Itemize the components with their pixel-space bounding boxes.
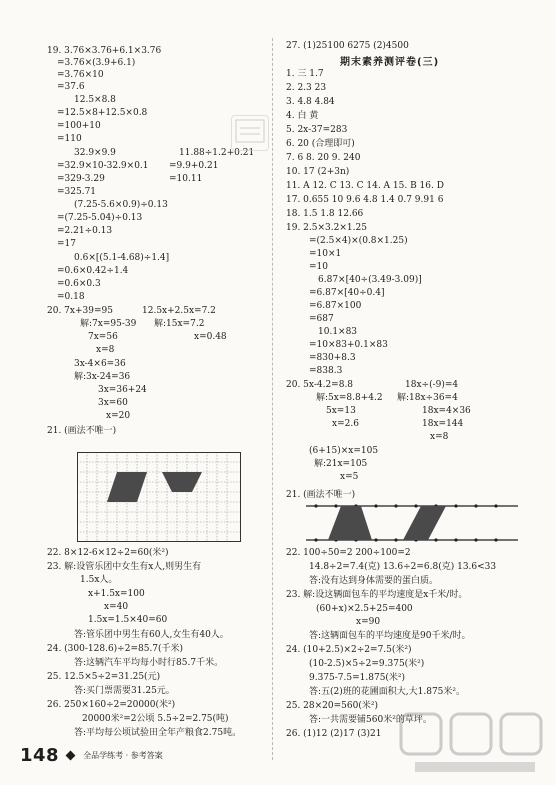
answer-line: 19. 3.76×3.76+6.1×3.76 (47, 46, 162, 56)
parallelogram-shape (107, 472, 147, 502)
answer-line: 19. 2.5×3.2×1.25 (286, 223, 367, 233)
section-title: 期末素养测评卷(三) (340, 57, 440, 68)
answer-line: =100+10 (57, 121, 101, 131)
answer-line: =37.6 (57, 82, 85, 92)
answer-line: =6.87×[40÷0.4] (309, 288, 385, 298)
answer-line: 解:7x=95-39 (80, 319, 137, 329)
answer-line: 1.5x=1.5×40=60 (88, 615, 168, 625)
answer-line: 9.375-7.5=1.875(米²) (309, 673, 406, 683)
trapezoid-shape (162, 472, 202, 492)
answer-line: (60+x)×2.5+25=400 (316, 604, 413, 614)
answer-line: 5x=13 (326, 406, 356, 416)
answer-line: 20. 7x+39=95 (47, 306, 113, 316)
answer-line: x=40 (104, 602, 129, 612)
answer-line: 3x=60 (98, 398, 128, 408)
answer-line: 6.87×[40÷(3.49-3.09)] (318, 275, 422, 285)
answer-line: 21. (画法不唯一) (286, 490, 356, 500)
answer-line: 解:3x-24=36 (74, 372, 131, 382)
answer-line: 2. 2.3 23 (286, 83, 327, 93)
answer-line: =3.76×10 (57, 70, 104, 80)
answer-line: 答:没有达到身体需要的蛋白质。 (309, 576, 439, 586)
answer-line: 答:这辆面包车的平均速度是90千米/时。 (309, 631, 471, 641)
answer-line: 答:管乐团中男生有60人,女生有40人。 (74, 630, 229, 640)
diamond-icon (66, 751, 76, 761)
answer-line: (7.25-5.6×0.9)÷0.13 (74, 200, 168, 210)
answer-line: =32.9×10-32.9×0.1 (57, 161, 149, 171)
answer-line: =3.76×(3.9+6.1) (57, 58, 136, 68)
answer-line: 22. 100÷50=2 200÷100=2 (286, 548, 411, 558)
answer-line: 答:五(2)班的花圃面积大,大1.875米²。 (309, 687, 466, 697)
page-number: 148 (20, 745, 60, 766)
answer-line: =10 (309, 262, 328, 272)
answer-line: =830+8.3 (309, 353, 356, 363)
answer-line: =12.5×8+12.5×0.8 (57, 108, 148, 118)
answer-line: 解:18x÷36=4 (397, 393, 458, 403)
answer-line: x=2.6 (332, 419, 359, 429)
answer-line: =6.87×100 (309, 301, 362, 311)
answer-line: 解:5x=8.8+4.2 (316, 393, 383, 403)
answer-line: 11.88÷1.2+0.21 (179, 148, 255, 158)
answer-line: x=5 (340, 472, 359, 482)
answer-line: =0.6×0.3 (57, 279, 101, 289)
answer-line: 24. (10+2.5)×2÷2=7.5(米²) (286, 645, 412, 655)
answer-line: =838.3 (309, 366, 343, 376)
answer-line: 25. 28×20=560(米²) (286, 701, 378, 711)
answer-line: 1.5x人。 (80, 575, 118, 585)
answer-line: 14.8÷2=7.4(克) 13.6÷2=6.8(克) 13.6<33 (309, 562, 497, 572)
answer-line: 10. 17 (2+3n) (286, 167, 350, 177)
answer-line: 23. 解:设管乐团中女生有x人,则男生有 (47, 562, 202, 572)
answer-line: 25. 12.5×5÷2=31.25(元) (47, 672, 161, 682)
answer-line: =329-3.29 (57, 174, 105, 184)
page-footer (20, 745, 163, 766)
answer-line: 解:21x=105 (314, 459, 368, 469)
answer-line: (10-2.5)×5÷2=9.375(米²) (309, 659, 425, 669)
answer-line: x=8 (96, 345, 115, 355)
answer-line: 18x=144 (422, 419, 464, 429)
answer-line: x+1.5x=100 (88, 589, 145, 599)
answer-line: =(7.25-5.04)÷0.13 (57, 213, 143, 223)
answer-line: x=8 (430, 432, 449, 442)
answer-line: 11. A 12. C 13. C 14. A 15. B 16. D (286, 181, 444, 191)
answer-line: =110 (57, 134, 82, 144)
answer-line: =10×1 (309, 249, 342, 259)
answer-line: =17 (57, 239, 76, 249)
answer-line: 26. (1)12 (2)17 (3)21 (286, 729, 382, 739)
stamp-icon (231, 115, 269, 151)
answer-line: 18. 1.5 1.8 12.66 (286, 209, 364, 219)
answer-line: 0.6×[(5.1-4.68)÷1.4] (74, 253, 170, 263)
answer-line: 22. 8×12-6×12÷2=60(米²) (47, 548, 169, 558)
answer-line: 6. 20 (合理即可) (286, 139, 355, 149)
answer-line: 24. (300-128.6)÷2=85.7(千米) (47, 644, 184, 654)
answer-line: 32.9×9.9 (74, 148, 116, 158)
grid-figure-left (77, 452, 241, 542)
answer-line: x=20 (106, 411, 131, 421)
answer-line: 解:15x=7.2 (154, 319, 205, 329)
answer-line: 20000米²=2公顷 5.5÷2=2.75(吨) (82, 714, 229, 724)
footer-text: 全品学练考 · 参考答案 (83, 751, 163, 760)
answer-line: 27. (1)25100 6275 (2)4500 (286, 41, 409, 51)
answer-line: 答:一共需要铺560米²的草坪。 (309, 715, 432, 725)
answer-line: 10.1×83 (318, 327, 358, 337)
answer-line: 12.5x+2.5x=7.2 (142, 306, 216, 316)
answer-line: 答:买门票需要31.25元。 (74, 686, 175, 696)
answer-line: (6+15)×x=105 (309, 446, 379, 456)
answer-line: 3x-4×6=36 (74, 359, 126, 369)
answer-line: 5. 2x-37=283 (286, 125, 348, 135)
answer-line: x=90 (356, 617, 381, 627)
answer-line: 23. 解:设这辆面包车的平均速度是x千米/时。 (286, 590, 468, 600)
answer-line: 20. 5x-4.2=8.8 (286, 380, 354, 390)
answer-line: 答:这辆汽车平均每小时行85.7千米。 (74, 658, 224, 668)
answer-line: 4. 白 黄 (286, 111, 319, 121)
parallelogram-shape (403, 506, 446, 540)
answer-line: 7. 6 8. 20 9. 240 (286, 153, 361, 163)
answer-line: =10.11 (169, 174, 203, 184)
answer-line: 12.5×8.8 (74, 95, 116, 105)
column-divider (272, 38, 273, 760)
answer-line: =0.6×0.42÷1.4 (57, 266, 129, 276)
answer-line: =0.18 (57, 292, 85, 302)
answer-line: =325.71 (57, 187, 97, 197)
answer-line: 7x=56 (88, 332, 118, 342)
answer-line: 17. 0.655 10 9.6 4.8 1.4 0.7 9.91 6 (286, 195, 444, 205)
watermark-icon (395, 708, 550, 778)
answer-line: 答:平均每公顷试验田全年产粮食2.75吨。 (74, 728, 242, 738)
answer-line: 18x=4×36 (422, 406, 471, 416)
answer-line: =2.21÷0.13 (57, 226, 113, 236)
answer-line: =9.9+0.21 (169, 161, 219, 171)
answer-line: 1. 三 1.7 (286, 69, 324, 79)
answer-line: 26. 250×160÷2=20000(米²) (47, 700, 176, 710)
answer-line: =10×83+0.1×83 (309, 340, 388, 350)
answer-line: =(2.5×4)×(0.8×1.25) (309, 236, 408, 246)
answer-line: 3x=36+24 (98, 385, 147, 395)
answer-line: 21. (画法不唯一) (47, 426, 117, 436)
trapezoid-shape (328, 506, 372, 540)
answer-line: =687 (309, 314, 334, 324)
answer-line: x=0.48 (194, 332, 227, 342)
parallel-lines-figure-right (306, 500, 518, 546)
answer-line: 3. 4.8 4.84 (286, 97, 335, 107)
answer-line: 18x÷(-9)=4 (405, 380, 459, 390)
